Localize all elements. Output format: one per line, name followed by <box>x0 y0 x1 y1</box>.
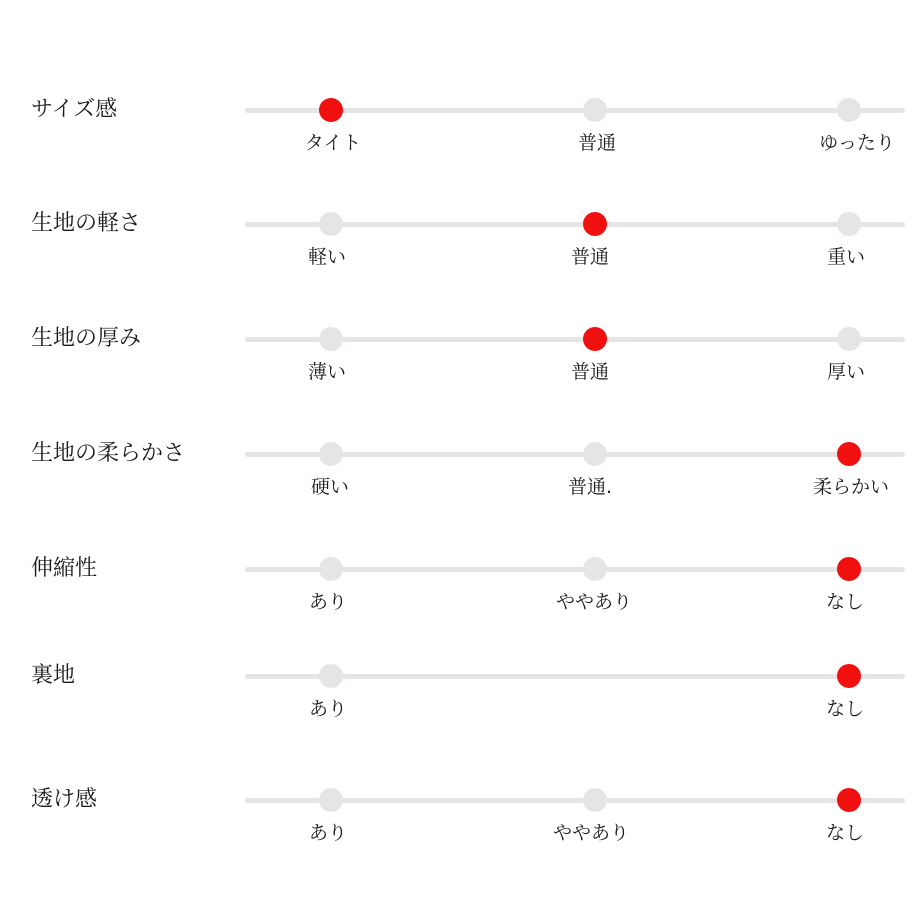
scale-dot-left <box>319 788 343 812</box>
row-label: 生地の柔らかさ <box>31 441 186 466</box>
option-label-left: 硬い <box>310 476 349 498</box>
scale-dot-right <box>837 442 861 466</box>
scale-dot-right <box>837 327 861 351</box>
scale-dot-right <box>837 98 861 122</box>
scale-dot-middle <box>583 788 607 812</box>
scale-dot-left <box>319 212 343 236</box>
row-label: サイズ感 <box>31 97 118 122</box>
option-label-left: 薄い <box>307 361 346 383</box>
scale-dot-middle <box>583 442 607 466</box>
scale-dot-right <box>837 664 861 688</box>
option-label-middle: ややあり <box>552 822 629 844</box>
option-label-middle: 普通 <box>570 361 609 383</box>
scale-dot-left <box>319 664 343 688</box>
option-label-right: 重い <box>826 246 865 268</box>
scale-dot-middle <box>583 98 607 122</box>
row-size-fit <box>0 97 923 190</box>
scale-dot-right <box>837 788 861 812</box>
scale-dot-middle <box>583 212 607 236</box>
option-label-middle: ややあり <box>555 591 632 613</box>
option-label-left: あり <box>308 591 347 613</box>
option-label-right: なし <box>825 822 864 844</box>
scale-track <box>245 452 905 457</box>
option-label-right: 厚い <box>826 361 865 383</box>
option-label-middle: 普通 <box>570 246 609 268</box>
scale-dot-left <box>319 98 343 122</box>
option-label-right: なし <box>825 698 864 720</box>
option-label-left: あり <box>308 698 347 720</box>
scale-dot-left <box>319 442 343 466</box>
row-label: 透け感 <box>31 787 98 812</box>
scale-track <box>245 674 905 679</box>
option-label-middle: 普通 <box>577 132 616 154</box>
option-label-left: 軽い <box>307 246 346 268</box>
row-fabric-weight <box>0 211 923 304</box>
option-label-right: ゆったり <box>819 132 895 154</box>
row-fabric-softness <box>0 441 923 534</box>
scale-dot-right <box>837 212 861 236</box>
row-lining <box>0 663 923 756</box>
scale-dot-left <box>319 327 343 351</box>
scale-track <box>245 337 905 342</box>
option-label-right: 柔らかい <box>812 476 889 498</box>
row-stretch <box>0 556 923 649</box>
scale-dot-right <box>837 557 861 581</box>
scale-dot-left <box>319 557 343 581</box>
option-label-left: タイト <box>304 132 362 154</box>
scale-track <box>245 798 905 803</box>
scale-dot-middle <box>583 557 607 581</box>
row-fabric-thickness <box>0 326 923 419</box>
row-label: 生地の軽さ <box>31 211 142 236</box>
row-label: 伸縮性 <box>31 556 98 581</box>
scale-dot-middle <box>583 327 607 351</box>
row-sheerness <box>0 787 923 880</box>
option-label-right: なし <box>825 591 864 613</box>
option-label-left: あり <box>308 822 347 844</box>
option-label-middle: 普通. <box>567 476 613 498</box>
scale-track <box>245 222 905 227</box>
row-label: 生地の厚み <box>31 326 142 351</box>
scale-track <box>245 108 905 113</box>
row-label: 裏地 <box>31 663 76 688</box>
scale-track <box>245 567 905 572</box>
